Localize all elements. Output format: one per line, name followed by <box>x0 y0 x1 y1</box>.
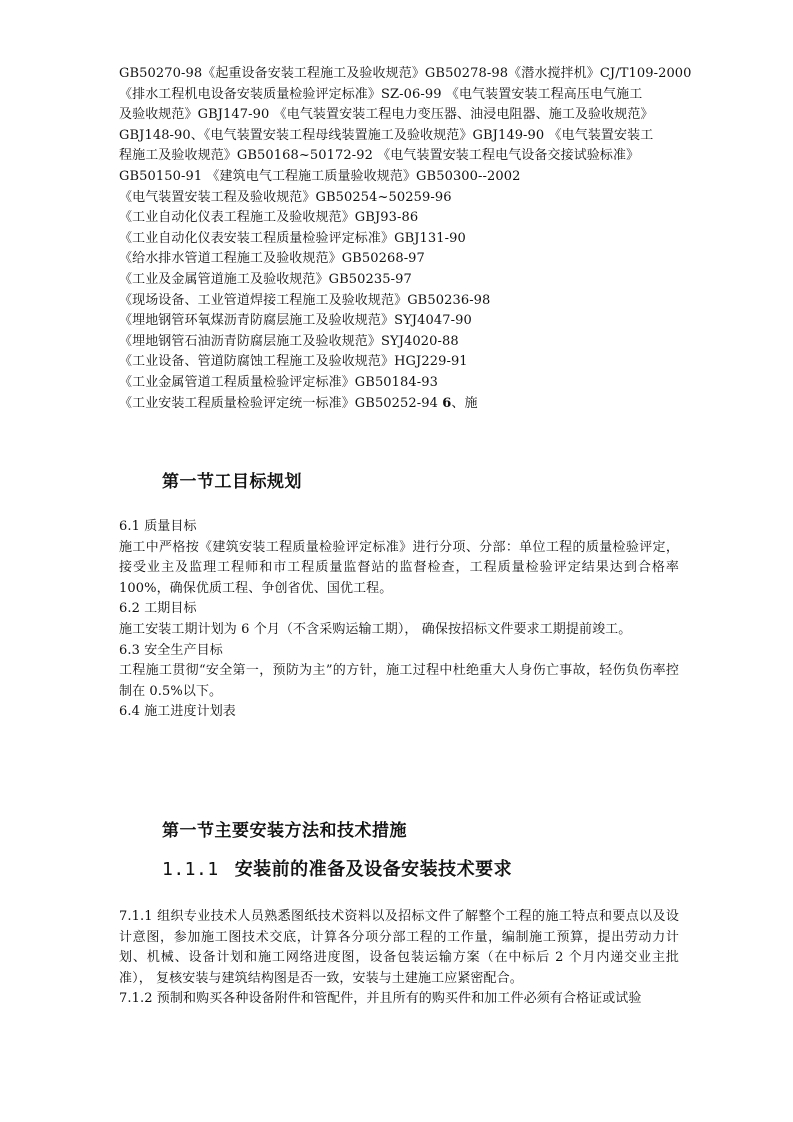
reference-line: 程施工及验收规范》GB50168~50172-92 《电气装置安装工程电气设备交接试验标准》 <box>119 148 640 164</box>
reference-line: 《工业设备、管道防腐蚀工程施工及验收规范》HGJ229-91 <box>119 354 468 370</box>
method-item-2: 7.1.2 预制和购买各种设备附件和管配件，并且所有的购买件和加工件必须有合格证或试验 <box>119 991 642 1007</box>
section-heading-targets: 第一节工目标规划 <box>162 472 302 492</box>
methods-body <box>119 907 679 1010</box>
reference-line: 《给水排水管道工程施工及验收规范》GB50268-97 <box>119 251 425 267</box>
safety-body: 工程施工贯彻“安全第一，预防为主”的方针，施工过程中杜绝重大人身伤亡事故，轻伤负伤率控制在 0.5%以下。 <box>119 663 679 699</box>
subsection-title: 安装前的准备及设备安装技术要求 <box>234 859 513 880</box>
references-list <box>119 64 692 414</box>
schedule-body: 施工安装工期计划为 6 个月（不含采购运输工期）， 确保按招标文件要求工期提前竣工。 <box>119 621 632 637</box>
section-number-bold: 6 <box>442 395 452 411</box>
reference-last-tail: 、施 <box>451 395 478 411</box>
reference-line: 《工业金属管道工程质量检验评定标准》GB50184-93 <box>119 374 439 390</box>
reference-line: 《工业自动化仪表安装工程质量检验评定标准》GBJ131-90 <box>119 230 466 246</box>
reference-line: 《埋地钢管石油沥青防腐层施工及验收规范》SYJ4020-88 <box>119 333 459 349</box>
schedule-title: 6.2 工期目标 <box>119 601 197 617</box>
reference-line: GBJ148-90、《电气装置安装工程母线装置施工及验收规范》GBJ149-90 《电气装置安装工 <box>119 127 654 143</box>
reference-last-text: 《工业安装工程质量检验评定统一标准》GB50252-94 <box>119 395 443 411</box>
section-heading-methods: 第一节主要安装方法和技术措施 <box>162 821 407 841</box>
reference-line: 《现场设备、工业管道焊接工程施工及验收规范》GB50236-98 <box>119 292 491 308</box>
reference-line: 《工业自动化仪表工程施工及验收规范》GBJ93-86 <box>119 210 419 226</box>
quality-body: 施工中严格按《建筑安装工程质量检验评定标准》进行分项、分部：单位工程的质量检验评定，接受业主及监理工程师和市工程质量监督站的监督检查，工程质量检验评定结果达到合格率100%，确保优质工程、争创省优、国优工程。 <box>119 539 679 596</box>
targets-body <box>119 517 679 723</box>
method-item-1: 7.1.1 组织专业技术人员熟悉图纸技术资料以及招标文件了解整个工程的施工特点和要点以及设计意图，参加施工图技术交底，计算各分项分部工程的工作量，编制施工预算，提出劳动力计划、机械、设备计划和施工网络进度图，设备包装运输方案（在中标后 2 个月内递交业主批准）， 复核安装与建筑结构图是否一致，安装与土建施工应紧密配合。 <box>119 909 679 986</box>
subsection-number: 1.1.1 <box>162 859 219 880</box>
subsection-heading <box>162 855 512 881</box>
reference-line: 《埋地钢管环氧煤沥青防腐层施工及验收规范》SYJ4047-90 <box>119 313 472 329</box>
reference-line: 《排水工程机电设备安装质量检验评定标准》SZ-06-99 《电气装置安装工程高压电气施工 <box>119 86 643 102</box>
reference-line: 及验收规范》GBJ147-90 《电气装置安装工程电力变压器、油浸电阻器、施工及验收规范》 <box>119 107 654 123</box>
quality-title: 6.1 质量目标 <box>119 519 197 534</box>
progress-title: 6.4 施工进度计划表 <box>119 704 236 720</box>
reference-line-last <box>119 394 679 415</box>
reference-line: GB50150-91 《建筑电气工程施工质量验收规范》GB50300--2002 <box>119 168 521 184</box>
reference-line: 《工业及金属管道施工及验收规范》GB50235-97 <box>119 271 412 287</box>
safety-title: 6.3 安全生产目标 <box>119 642 223 658</box>
reference-line: GB50270-98《起重设备安装工程施工及验收规范》GB50278-98《潜水搅拌机》CJ/T109-2000 <box>119 66 692 81</box>
reference-line: 《电气装置安装工程及验收规范》GB50254~50259-96 <box>119 189 452 205</box>
